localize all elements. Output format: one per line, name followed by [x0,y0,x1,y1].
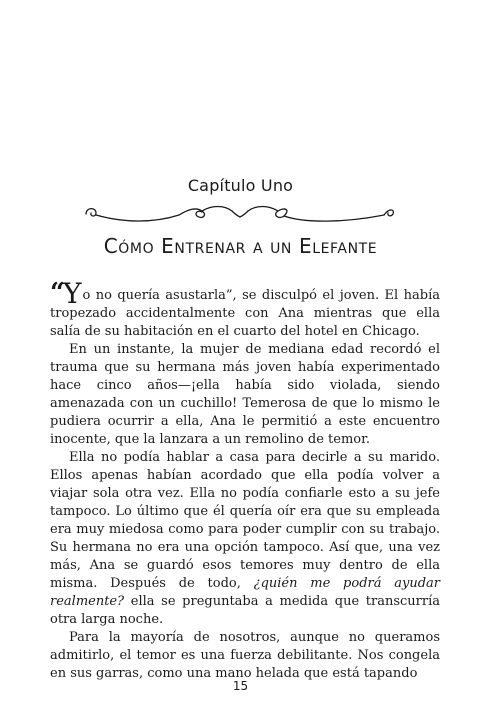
drop-cap-letter: Y [62,277,82,310]
chapter-title: Cómo Entrenar a un Elefante [103,234,378,258]
flourish-divider-icon [84,201,396,227]
chapter-body [50,277,440,683]
paragraph-3 [50,449,440,629]
paragraph-3-text-b: ella se preguntaba a medida que transcurría otra larga noche. [50,594,440,627]
drop-quote: “ [50,278,63,308]
paragraph-1 [50,277,440,341]
paragraph-3-italic: ¿quién me podrá ayudar realmente? [50,576,440,609]
paragraph-2: En un instante, la mujer de mediana edad recordó el trauma que su hermana más joven había experimentado hace cinco años—¡ella había sido violada, siendo amenazada con un cuchillo! Temerosa de que lo mismo le pudiera ocurrir a ella, Ana le permitió a este encuentro inocente, que la lanzara a un remolino de temor. [50,342,440,447]
paragraph-3-text-a: Ella no podía hablar a casa para decirle a su marido. Ellos apenas habían acordado que ella podía volver a viajar sola otra vez. Ella no podía confiarle esto a su jefe tampoco. Lo último que él quería oír era que su empleada era muy miedosa como para poder cumplir con su trabajo. Su hermana no era una opción tampoco. Así que, una vez más, Ana se guardó esos temores muy dentro de ella misma. Después de todo, [50,450,440,591]
chapter-label: Capítulo Uno [187,176,294,195]
paragraph-4: Para la mayoría de nosotros, aunque no queramos admitirlo, el temor es una fuerza debilitante. Nos congela en sus garras, como una mano helada que está tapando [50,630,440,681]
paragraph-1-text: o no quería asustarla”, se disculpó el joven. El había tropezado accidentalmente con Ana mientras que ella salía de su habitación en el cuarto del hotel en Chicago. [50,288,440,339]
page-number: 15 [232,679,249,693]
